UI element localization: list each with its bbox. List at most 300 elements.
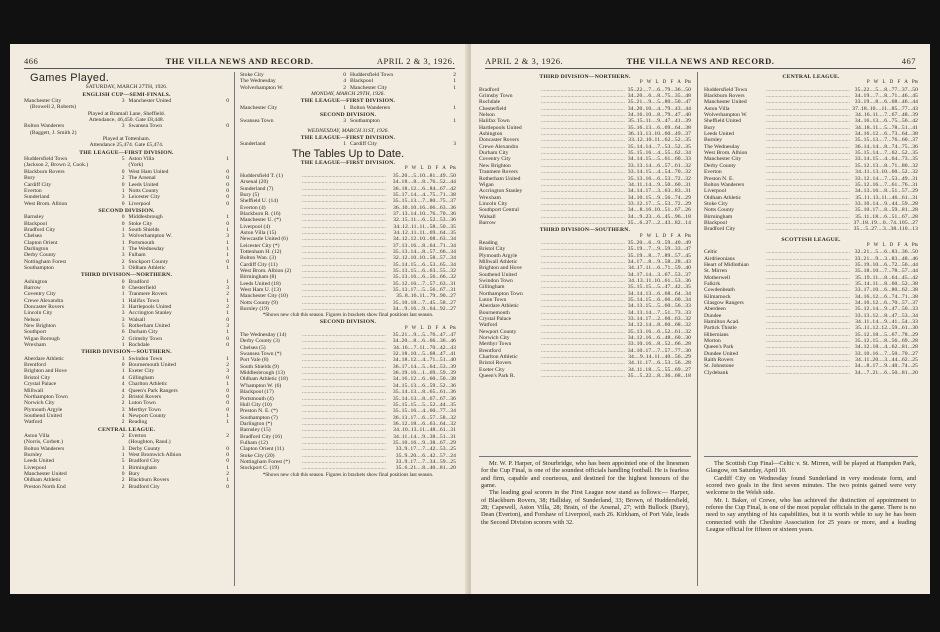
team-record: 35..14..13....8...67...67...36 (392, 395, 456, 402)
result-cell: Derby County (128, 445, 161, 452)
result-cell: 2 (121, 175, 125, 182)
result-cell: Leicester City (128, 194, 161, 201)
first-division-table (240, 173, 456, 313)
team-record: 34..12..11..11...69...64...35 (393, 229, 456, 236)
result-cell: Lincoln City (24, 310, 53, 317)
magazine-spread (10, 44, 930, 594)
team-record: 34..14..17....3...63...83...31 (627, 188, 691, 195)
result-cell: Walsall (128, 316, 146, 323)
team-record: 34..16..11....7...67...48...39 (855, 112, 918, 119)
team-name: Norwich City (479, 335, 510, 342)
team-record: 34..13..14....7...51...73...33 (627, 309, 691, 316)
team-record: 34..13..16....8...51...57...29 (854, 188, 918, 195)
result-cell: 1 (226, 381, 229, 388)
leader-dots: ............................................................ (302, 179, 386, 186)
team-record: 35..19....8....7...89...57...45 (627, 252, 691, 259)
team-name: New Brighton (479, 162, 511, 169)
leader-dots: ............................................................ (541, 194, 625, 201)
team-record: 34..16..13....6...75...56...42 (854, 118, 918, 125)
result-cell: Brentford (24, 362, 46, 369)
team-name: St. Johnstone (704, 363, 734, 370)
team-record: 34..15..13....6...59...52...36 (392, 382, 456, 389)
team-name: Manchester U. (*) (240, 217, 281, 224)
cup-final-article (706, 460, 916, 586)
result-cell: 3 (226, 368, 229, 375)
result-cell: Swindon Town (128, 355, 163, 362)
team-name: Ashington (479, 131, 503, 138)
team-name: Queen's Park (704, 344, 734, 351)
result-cell: The Wednesday (128, 245, 165, 252)
result-cell: 3 (121, 316, 125, 323)
result-cell: 2 (226, 291, 229, 298)
team-record: 34..14..15....5...61...60...33 (627, 156, 691, 163)
article-paragraph: The leading goal scorers in the First League now stand as follows:— Harper, of Blackburn Rovers, 38; Halliday, of Sunderland, 33; Brown, of Huddersfield, 28; Capewell, Aston Villa, 28; Brain, of the Arsenal, 27; with Bullock (Bury), Dean (Everton), and Forshaw of Liverpool, each 26. Kirkham, of Port Vale, leads the Second Division scorers with 32. (481, 489, 689, 526)
leader-dots: ............................................................ (302, 280, 386, 287)
team-record: 33..10..16....7...50...70...27 (854, 350, 918, 357)
leader-dots: ............................................................ (541, 341, 625, 348)
team-record: 35..15..16....4...55...62...34 (627, 150, 691, 157)
result-cell: Oldham Athletic (128, 264, 166, 271)
team-record: 35..6..21....8...40...81...20 (395, 465, 456, 472)
team-name: Millwall Athletic (479, 258, 518, 265)
leader-dots: ............................................................ (302, 389, 386, 396)
leader-dots: ............................................................ (302, 332, 386, 339)
result-cell: Aston Villa (24, 432, 50, 439)
team-record: 34..10..13..11...48...61...31 (393, 427, 456, 434)
table-row (704, 226, 918, 232)
leader-dots: ............................................................ (541, 360, 625, 367)
leader-dots: ............................................................ (541, 271, 625, 278)
result-cell: 2 (453, 72, 456, 78)
team-record: 35..12..13....8...71...80...32 (854, 162, 918, 169)
result-cell: Notts County (128, 187, 159, 194)
leader-dots: ............................................................ (541, 93, 625, 100)
result-cell: Accrington Stanley (128, 310, 172, 317)
result-cell: 0 (121, 214, 125, 221)
result-cell: 1 (226, 226, 229, 233)
team-name: Tottenham H. (12) (240, 248, 282, 255)
team-name: Preston N. E. (704, 175, 734, 182)
result-cell: Preston North End (24, 483, 66, 490)
team-record: 35..13..16....6...56...66...32 (392, 274, 456, 281)
result-cell: Northampton Town (24, 393, 68, 400)
result-cell: 0 (121, 220, 125, 227)
result-cell: Watford (24, 419, 43, 426)
monday-second-title: SECOND DIVISION. (319, 112, 377, 119)
result-cell: Chelsea (24, 233, 42, 240)
result-cell: 0 (226, 316, 229, 323)
team-name: Halifax Town (479, 118, 510, 125)
team-record: 36..13..13..10...60...49...37 (627, 131, 691, 138)
team-record: 34....9..16....9...64...92...27 (392, 306, 456, 313)
team-record: 33..10..14....9...44...59...28 (854, 200, 918, 207)
leader-dots: ............................................................ (766, 369, 850, 376)
result-cell: Bradford (128, 278, 149, 285)
result-cell: Portsmouth (128, 239, 155, 246)
leader-dots: ............................................................ (541, 252, 625, 259)
leader-dots: ............................................................ (302, 198, 386, 205)
column-rule (234, 72, 235, 586)
team-name: Durham City (479, 150, 509, 157)
team-record: 34....9..14..11...40...56...29 (628, 354, 691, 361)
leader-dots: ............................................................ (302, 236, 386, 243)
team-record: 34..11..20....3...44...62...25 (855, 357, 918, 364)
result-cell: Blackpool (350, 78, 373, 85)
team-name: Chelsea (5) (240, 344, 266, 351)
leader-dots: ............................................................ (766, 162, 850, 169)
team-record: 35..11..18....6...51...67...28 (855, 213, 918, 220)
team-name: Clydebank (704, 369, 729, 376)
leader-dots: ............................................................ (302, 299, 386, 306)
result-cell: 2 (121, 335, 125, 342)
table-columns: P W L D F A Pts (866, 80, 918, 86)
result-cell: Plymouth Argyle (24, 406, 63, 413)
team-name: Brighton and Hove (479, 265, 522, 272)
team-record: 34....7..21....6...50...81...20 (854, 369, 918, 376)
team-name: Bristol Rovers (479, 360, 512, 367)
result-cell: Birmingham (128, 464, 157, 471)
third-division-column (479, 72, 691, 454)
team-name: Accrington Stanley (479, 188, 523, 195)
team-record: 33..19....8....6...68...46...44 (854, 99, 918, 106)
result-cell: Stockport County (128, 258, 169, 265)
result-cell: Cardiff City (24, 181, 52, 188)
team-name: Sunderland (7) (240, 185, 274, 192)
result-cell: 1 (453, 84, 456, 91)
result-cell: 4 (121, 387, 125, 394)
team-record: 32..18..10....5...68...47...41 (392, 351, 456, 358)
running-title: THE VILLA NEWS AND RECORD. (165, 56, 314, 66)
team-record: 33..12..17....5...53...72...29 (627, 200, 691, 207)
leader-dots: ............................................................ (766, 150, 850, 157)
team-record: 34..19....7....8...71...46...45 (854, 93, 918, 100)
leader-dots: ............................................................ (766, 86, 850, 93)
team-name: St. Mirren (704, 268, 727, 275)
team-name: Kilmarnock (704, 293, 731, 300)
scorers: (Browell 2, Roberts) (30, 104, 77, 111)
result-cell: Barrow (24, 285, 41, 291)
result-cell: 1 (226, 412, 229, 419)
team-record: 34..17..14....3...67...53...37 (627, 271, 691, 278)
leader-dots: ............................................................ (302, 306, 386, 313)
result-cell: Barnsley (24, 214, 44, 221)
leader-dots: ............................................................ (541, 124, 625, 131)
team-record: 34..13..11..10...61...53...36 (628, 278, 691, 284)
page-number: 467 (901, 56, 916, 66)
team-name: Nelson (479, 112, 495, 119)
leader-dots: ............................................................ (302, 427, 386, 434)
team-name: Southampton (7) (240, 414, 278, 421)
leader-dots: ............................................................ (541, 137, 625, 144)
team-record: 33..12..14....7...53...49...31 (854, 175, 918, 182)
team-record: 35..13..17....5...56...67...31 (392, 287, 456, 293)
team-record: 36..14..14....8...74...75...36 (854, 143, 918, 150)
leader-dots: ............................................................ (766, 181, 850, 188)
team-record: 33..12..10..11...62...52...35 (628, 137, 691, 144)
result-cell: Middlesbrough (128, 214, 163, 221)
team-name: Oldham Athletic (18) (240, 376, 288, 383)
leader-dots: ............................................................ (541, 297, 625, 304)
leader-dots: ............................................................ (766, 137, 850, 144)
leader-dots: ............................................................ (766, 357, 850, 364)
team-name: Newport County (479, 328, 517, 335)
result-cell: Durham City (128, 329, 158, 336)
result-row: Swansea Town 3 Southampton 1 (240, 118, 456, 125)
team-name: Celtic (704, 249, 718, 256)
result-cell: 0 (121, 470, 125, 477)
team-record: 34..20....6....8...75...35...48 (627, 93, 691, 100)
right-page-header (485, 56, 916, 69)
team-name: Blackpool (17) (240, 389, 274, 396)
result-cell: 0 (226, 458, 229, 465)
result-cell: 1 (226, 245, 229, 252)
team-name: Portsmouth (4) (240, 395, 274, 402)
page-number: 466 (24, 56, 39, 66)
result-cell: Hartlepools United (128, 304, 172, 311)
team-record: 34....9..23....6...45...96...18 (627, 213, 691, 220)
team-record: 35..10..18....7...45...58...27 (392, 299, 456, 306)
result-cell: 1 (121, 342, 125, 349)
team-record: 35....6..27....2...43...82...14 (627, 219, 691, 226)
team-record: 37..18..10....11...85...77...43 (852, 105, 918, 112)
team-name: Rochdale (479, 99, 501, 106)
team-name: Barrow (479, 219, 496, 226)
team-name: Northampton Town (479, 290, 523, 297)
table-row (479, 373, 691, 379)
result-cell: 2 (226, 432, 229, 439)
result-cell: Southport (24, 329, 47, 336)
team-record: 37..13..14..10...76...70...36 (392, 210, 456, 217)
result-cell: Wrexham (24, 342, 46, 349)
table-columns: P W L D F A Pts (866, 242, 918, 248)
games-played-column (24, 72, 229, 586)
result-cell: Clapton Orient (24, 239, 58, 246)
team-name: The Wednesday (14) (240, 332, 287, 339)
team-record: 35..8..16..11...79...90...27 (396, 293, 456, 300)
leader-dots: ............................................................ (302, 204, 386, 211)
result-cell: Bournemouth United (128, 362, 176, 369)
team-record: 36..19..16....1...69...59...39 (392, 370, 456, 377)
tables-column (240, 72, 456, 586)
central-league-table (704, 87, 918, 233)
team-record: 34....8..16..10...51...67...26 (627, 207, 691, 214)
team-name: Hamilton Acad. (704, 319, 740, 326)
team-record: 33..9..17....7...42...53...25 (395, 446, 456, 453)
harper-article (481, 460, 689, 586)
team-name: Derby County (704, 162, 736, 169)
result-cell: 0 (121, 362, 125, 369)
result-cell: 3 (226, 285, 229, 291)
result-cell: 1 (121, 451, 125, 458)
leader-dots: ............................................................ (302, 420, 386, 427)
result-cell: Merthyr Town (128, 406, 161, 413)
leader-dots: ............................................................ (541, 200, 625, 207)
left-page-header (24, 56, 455, 69)
team-record: 35..18..10....7...78...57...44 (854, 268, 918, 275)
leader-dots: ............................................................ (302, 357, 386, 364)
team-name: Bury (704, 124, 716, 131)
leader-dots: ............................................................ (541, 118, 625, 125)
team-record: 34..13..15....5...60...56...33 (627, 303, 691, 310)
team-name: Birmingham (704, 213, 733, 220)
team-name: Heart of Midlothian (704, 261, 749, 268)
table-note: *Shows new club this season. Figures in brackets show final positions last season. (262, 471, 434, 478)
result-cell: 1 (226, 355, 229, 362)
team-name: Coventry City (479, 156, 511, 163)
result-cell: Rochdale (128, 342, 150, 349)
result-cell: 0 (226, 387, 229, 394)
team-record: 35..15..11....9...47...41...39 (628, 118, 691, 125)
team-record: 35..10..17....8...59...81...28 (854, 207, 918, 214)
team-record: 37..13..16....8...64...71...34 (392, 242, 456, 249)
leader-dots: ............................................................ (766, 325, 850, 332)
result-cell: 3 (226, 233, 229, 240)
team-record: 33..21....9....3...83...48...46 (854, 255, 918, 262)
result-cell: 1 (121, 239, 125, 246)
result-cell: 1 (226, 252, 229, 259)
table-columns: P W L D F A Pts (639, 80, 691, 86)
result-cell: (Jackson 2, Brown 2, Cook.) (24, 162, 89, 169)
leader-dots: ............................................................ (766, 268, 850, 275)
result-cell: Everton (24, 187, 42, 194)
leader-dots: ............................................................ (302, 217, 386, 224)
team-name: Derby County (3) (240, 338, 280, 345)
leader-dots: ............................................................ (766, 312, 850, 319)
team-name: Fulham (12) (240, 439, 268, 446)
first-division-title: THE LEAGUE—FIRST DIVISION. (300, 160, 396, 167)
result-cell: Crystal Palace (24, 381, 57, 388)
result-cell: Huddersfield Town (350, 72, 394, 78)
result-cell: 1 (226, 419, 229, 426)
leader-dots: ............................................................ (541, 322, 625, 329)
team-record: 33..14..17....2...60...63...32 (627, 316, 691, 323)
team-name: Airdrieonians (704, 255, 735, 262)
result-cell: 1 (226, 297, 229, 304)
result-cell: 0 (226, 335, 229, 342)
result-cell: (Houghton, Rand.) (128, 439, 171, 446)
team-name: West Brom. Albion (704, 150, 748, 157)
team-record: 34..20..10....4...79...43...44 (627, 105, 691, 112)
leader-dots: ............................................................ (302, 439, 386, 446)
leader-dots: ............................................................ (302, 446, 386, 453)
leader-dots: ............................................................ (302, 408, 386, 415)
team-record: 35..19..11....8...64...45...42 (855, 274, 918, 281)
team-record: 35..15..16....4...60...77...34 (392, 408, 456, 415)
result-cell: Fulham (128, 252, 146, 259)
leader-dots: ............................................................ (302, 255, 386, 262)
result-cell: Rotherham United (128, 323, 170, 330)
team-record: 33..14..15....4...64...73...35 (854, 156, 918, 163)
team-record: 35..15..15....5...52...44...35 (392, 401, 456, 408)
result-cell: Blackburn Rovers (24, 168, 65, 175)
third-north-title: THIRD DIVISION—NORTHERN. (539, 74, 631, 80)
result-cell: Bradford City (128, 458, 160, 465)
team-record: 35..14..13....8...65...61...36 (392, 389, 456, 396)
leader-dots: ............................................................ (541, 188, 625, 195)
result-cell: 2 (121, 419, 125, 426)
team-name: Bury (5) (240, 191, 260, 198)
team-record: 36..10..10..16...66...63...36 (392, 204, 456, 211)
section-title: THIRD DIVISION—SOUTHERN. (81, 349, 172, 356)
result-cell: 1 (226, 477, 229, 484)
leader-dots: ............................................................ (766, 131, 850, 138)
result-row: Sunderland 1 Cardiff City 3 (240, 141, 456, 148)
result-cell: West Bromwich Albion (128, 451, 182, 458)
team-name: Cardiff City (11) (240, 261, 278, 268)
team-record: 34..10..15....9...56...74...29 (627, 194, 691, 201)
section-title: SECOND DIVISION. (98, 207, 155, 214)
leader-dots: ............................................................ (302, 370, 386, 377)
leader-dots: ............................................................ (302, 293, 386, 300)
team-name: Merthyr Town (479, 341, 512, 348)
result-cell: 6 (121, 329, 125, 336)
leader-dots: ............................................................ (766, 200, 850, 207)
leader-dots: ............................................................ (541, 86, 625, 93)
team-name: Rotherham United (479, 175, 521, 182)
result-cell: West Ham United (128, 168, 169, 175)
result-cell: 4 (343, 78, 346, 85)
team-record: 36..18..12....6...84...67...42 (392, 185, 456, 192)
result-cell: Wolverhampton W. (240, 84, 284, 91)
leader-dots: ............................................................ (766, 207, 850, 214)
team-record: 35..11..12..12...59...61...30 (855, 325, 918, 332)
leader-dots: ............................................................ (302, 172, 386, 179)
leader-dots: ............................................................ (541, 246, 625, 253)
section-rule (479, 456, 691, 457)
result-cell: 2 (121, 477, 125, 484)
team-record: 35..15..15....5...47...42...35 (627, 284, 691, 291)
result-cell: Nottingham Forest (24, 258, 67, 265)
team-record: 34..10..17....7...57...77...30 (627, 347, 691, 354)
team-record: 35..9..20....6...42...57...24 (395, 452, 456, 459)
team-name: Bolton Wanderers (704, 181, 745, 188)
team-name: Charlton Athletic (479, 354, 518, 361)
team-name: Liverpool (4) (240, 223, 270, 230)
games-played-heading: Games Played. (30, 72, 110, 84)
leader-dots: ............................................................ (541, 265, 625, 272)
result-cell: Ashington (24, 278, 48, 285)
leader-dots: ............................................................ (302, 191, 386, 198)
second-division-title: SECOND DIVISION. (319, 319, 377, 326)
team-record: 34..16..12....6...60...50...38 (392, 376, 456, 383)
result-cell: Newport County (128, 412, 166, 419)
result-cell: 2 (121, 393, 125, 400)
team-record: 32..12..10..10...58...57...34 (392, 255, 456, 262)
article-paragraph: The Scottish Cup Final—Celtic v. St. Mirren, will be played at Hampden Park, Glasgow, on Saturday, April 10. (706, 460, 916, 475)
result-cell: 1 (121, 297, 125, 304)
section-rule (704, 456, 918, 457)
result-cell: (Norris, Corbett.) (24, 439, 63, 446)
team-name: Notts County (704, 207, 734, 214)
team-name: Everton (4) (240, 204, 266, 211)
result-cell: 5 (121, 156, 125, 163)
team-name: Oldham Athletic (704, 194, 742, 201)
leader-dots: ............................................................ (766, 124, 850, 131)
team-name: Dundee (704, 312, 722, 319)
team-name: Wrexham (479, 194, 501, 201)
leader-dots: ............................................................ (766, 293, 850, 300)
monday-first-title: THE LEAGUE—FIRST DIVISION. (300, 98, 396, 105)
result-cell: 1 (226, 239, 229, 246)
team-name: Walsall (479, 213, 496, 220)
team-record: 34..11..14....9...38...51...31 (393, 433, 456, 440)
team-record: 35..19....7....9...59...33...47 (627, 246, 691, 253)
wednesday-title: THE LEAGUE—FIRST DIVISION. (300, 135, 396, 142)
result-cell: 4 (121, 374, 125, 381)
result-cell: 0 (121, 278, 125, 285)
result-cell: Tranmere Rovers (128, 291, 168, 298)
result-cell: 1 (226, 156, 229, 163)
